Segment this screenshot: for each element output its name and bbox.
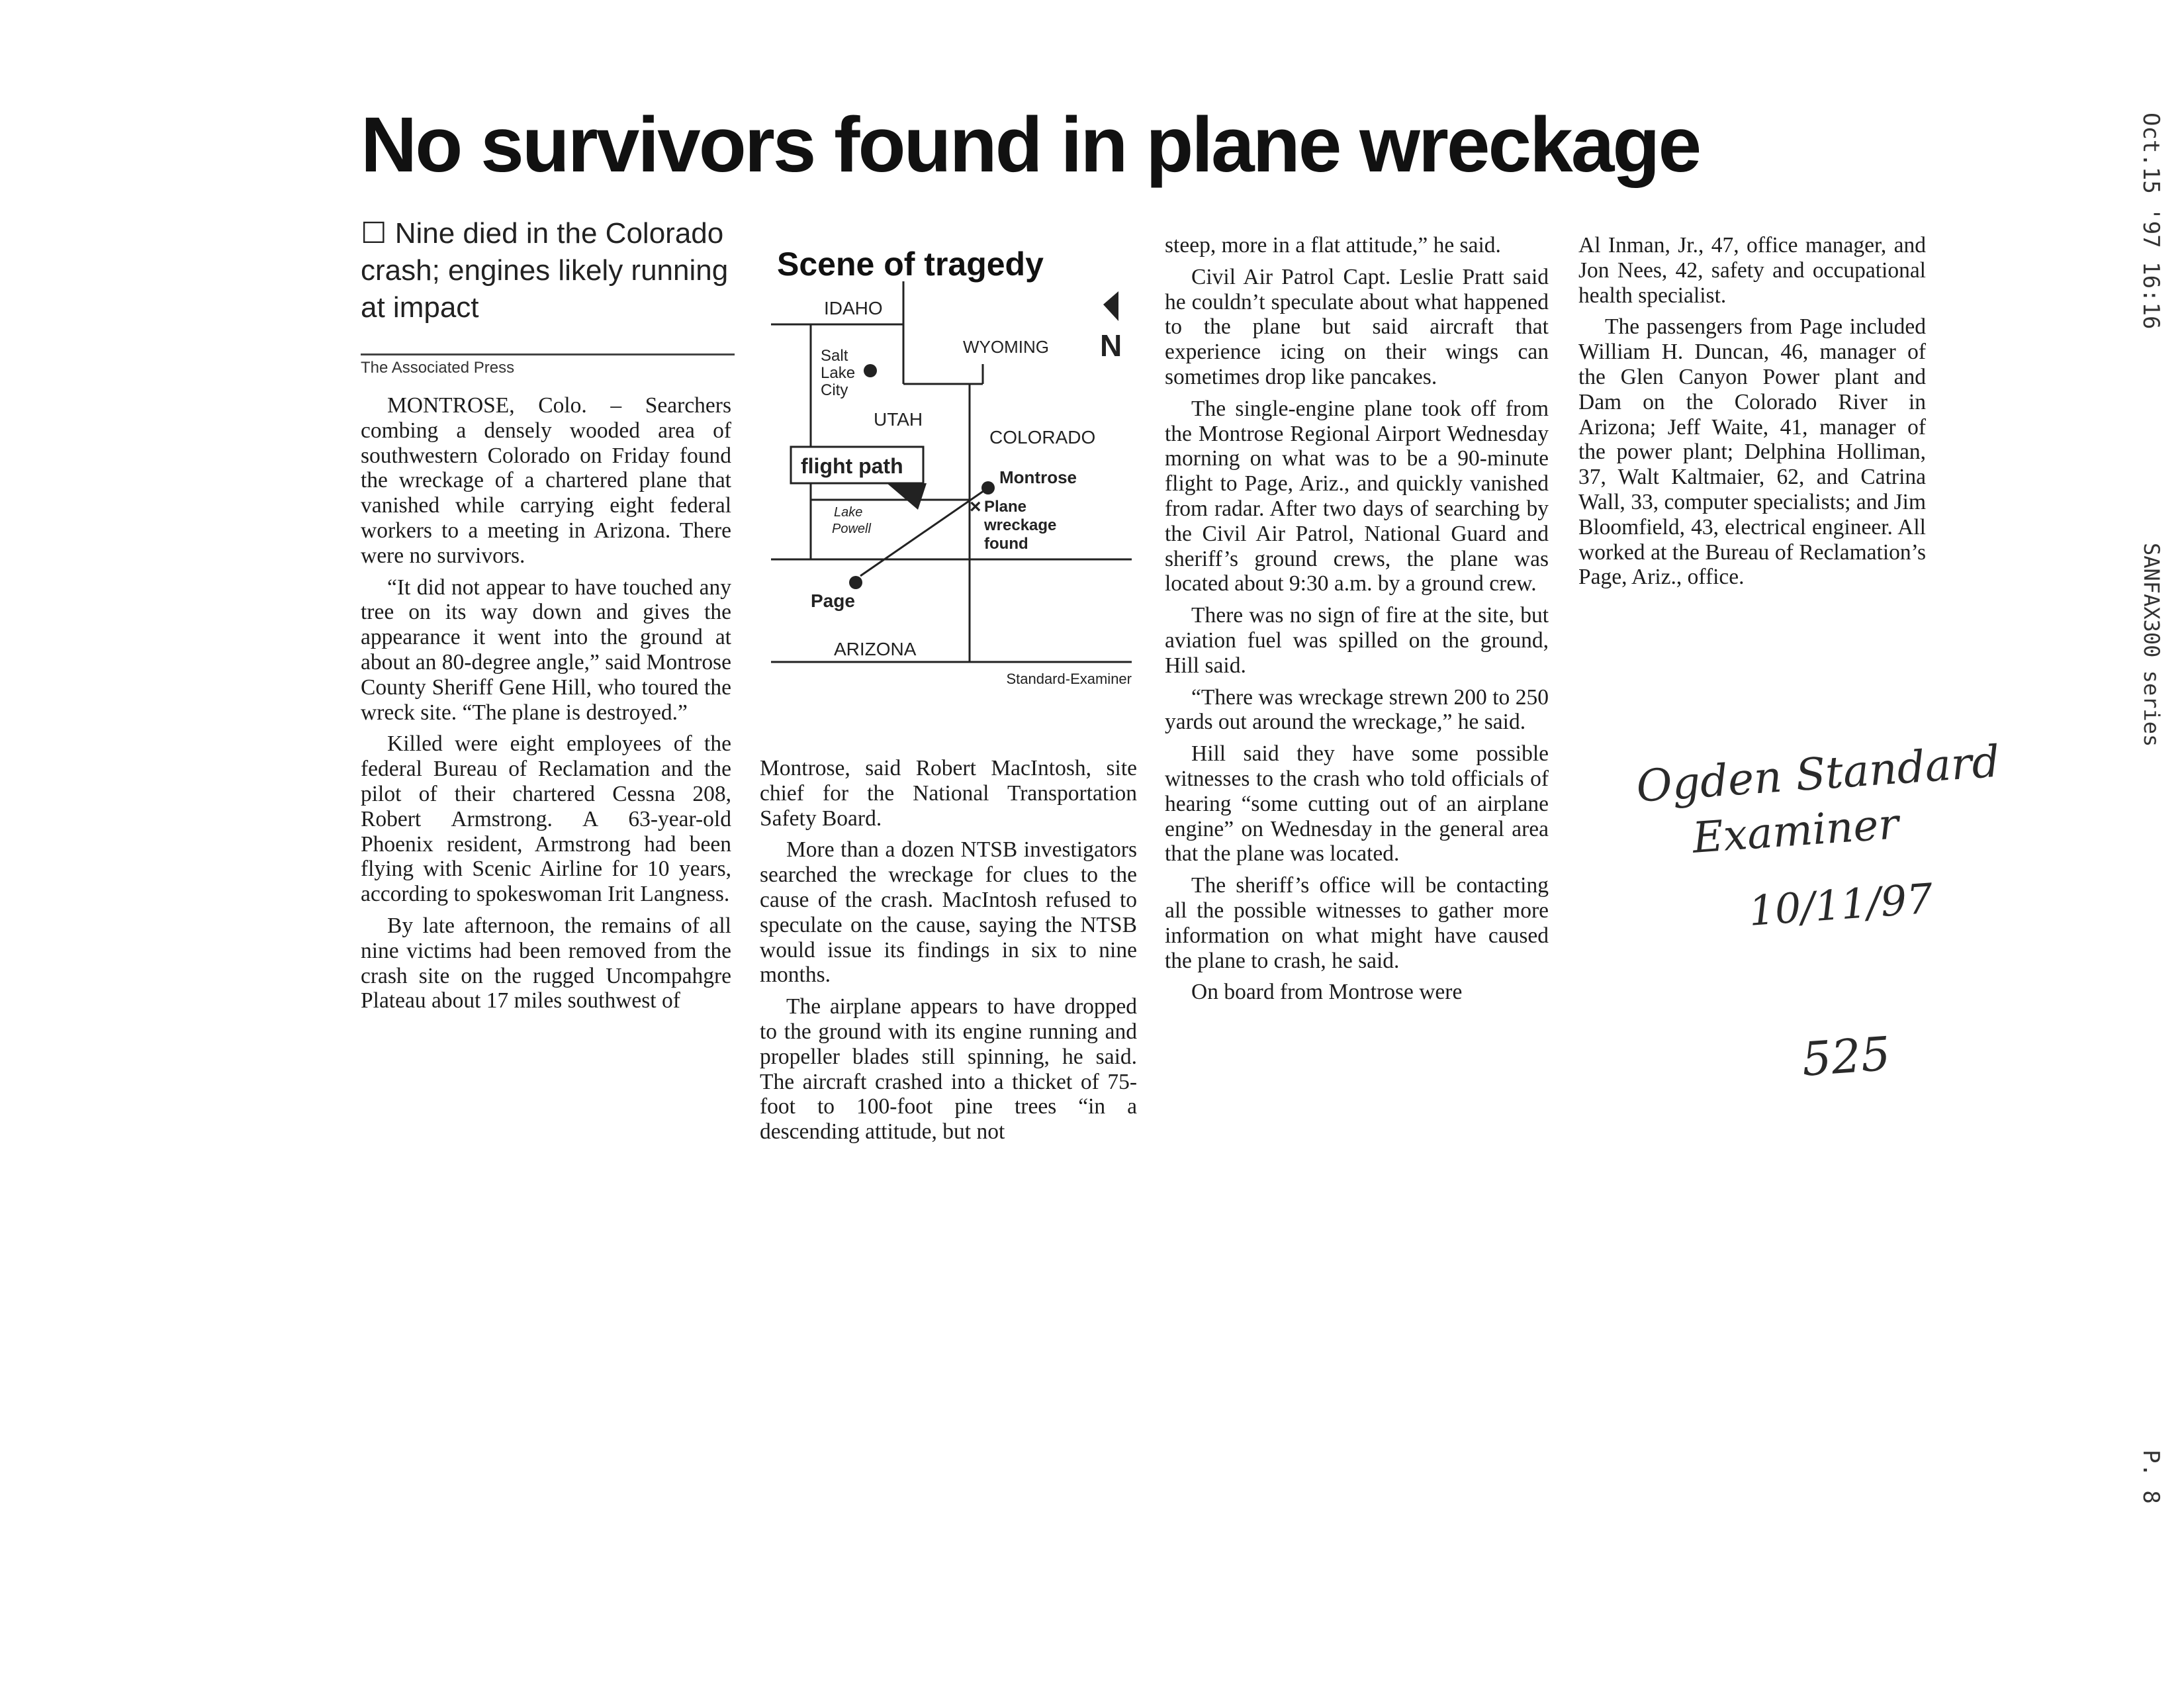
north-arrow-icon bbox=[1103, 291, 1118, 321]
fax-page-number: P. 8 bbox=[2138, 1450, 2164, 1504]
paragraph: The passengers from Page included William H. Duncan, 46, manager of the Glen Canyon Power plant and Dam on the Colorado River in Arizona; Jeff Waite, 41, manager of the power plant; Delphina Holliman, 37, Walt Kaltmaier, 62, and Catrina Wall, 33, computer specialists; and Jim Bloomfield, 43, electrical engineer. All worked at the Bureau of Reclamation’s Page, Ariz., office. bbox=[1578, 314, 1926, 590]
paragraph: MONTROSE, Colo. – Searchers combing a densely wooded area of southwestern Colorado on Friday found the wreckage of a chartered plane that vanished while carrying eight federal workers to a meeting in Arizona. There were no survivors. bbox=[361, 393, 731, 568]
salt-lake-city-dot bbox=[864, 364, 877, 377]
montrose-dot bbox=[981, 481, 995, 494]
deck-text: Nine died in the Colorado crash; engines likely running at impact bbox=[361, 217, 729, 324]
headline: No survivors found in plane wreckage bbox=[361, 101, 1700, 189]
page-dot bbox=[849, 576, 862, 589]
handwritten-source-line1: Ogden Standard bbox=[1635, 735, 2002, 812]
map-label-lake: Lake bbox=[821, 364, 856, 382]
paragraph: Killed were eight employees of the federal Bureau of Reclamation and the pilot of their chartered Cessna 208, Robert Armstrong. A 63-year-old Phoenix resident, Armstrong had been flying with Scenic Airline for 10 years, according to spokeswoman Irit Langness. bbox=[361, 731, 731, 907]
paragraph: Al Inman, Jr., 47, office manager, and Jon Nees, 42, safety and occupational health specialist. bbox=[1578, 233, 1926, 308]
flight-path-pointer bbox=[887, 483, 927, 510]
map-label-lake-2: Powell bbox=[832, 522, 871, 536]
map-credit: Standard-Examiner bbox=[1006, 671, 1132, 687]
locator-map bbox=[771, 281, 1132, 692]
handwritten-number: 525 bbox=[1800, 1026, 1893, 1087]
paragraph: Civil Air Patrol Capt. Leslie Pratt said he couldn’t speculate about what happened to the plane but said aircraft that experience icing on their wings can sometimes drop like pancakes. bbox=[1165, 264, 1549, 389]
byline: The Associated Press bbox=[361, 359, 515, 377]
map-label-page: Page bbox=[811, 590, 855, 611]
fax-timestamp: Oct.15 '97 16:16 bbox=[2138, 113, 2164, 330]
map-label-city: City bbox=[821, 381, 848, 399]
deck-rule bbox=[361, 353, 735, 355]
map-label-utah: UTAH bbox=[874, 409, 923, 430]
column-1 bbox=[361, 393, 731, 1013]
paragraph: Hill said they have some possible witnesses to the crash who told officials of hearing “some cutting out of an airplane engine” on Wednesday in the general area that the plane was located. bbox=[1165, 741, 1549, 867]
paragraph: The sheriff’s office will be contacting all the possible witnesses to gather more information on what might have caused the plane to crash, he said. bbox=[1165, 873, 1549, 973]
deck bbox=[361, 215, 731, 326]
paragraph: The single-engine plane took off from the Montrose Regional Airport Wednesday morning on what was to be a 90-minute flight to Page, Ariz., and quickly vanished from radar. After two days of searching by the Civil Air Patrol, National Guard and sheriff’s ground crews, the plane was located about 9:30 a.m. by a ground crew. bbox=[1165, 396, 1549, 596]
paragraph: On board from Montrose were bbox=[1191, 980, 1463, 1005]
map-label-idaho: IDAHO bbox=[824, 298, 883, 318]
map-label-found: found bbox=[984, 535, 1028, 553]
fax-device: SANFAX300 series bbox=[2139, 543, 2164, 747]
column-3 bbox=[1165, 233, 1549, 1005]
paragraph: “It did not appear to have touched any tree on its way down and gives the appearance it went into the ground at about an 80-degree angle,” said Montrose County Sheriff Gene Hill, who toured the wreck site. “The plane is destroyed.” bbox=[361, 575, 731, 725]
paragraph: By late afternoon, the remains of all nine victims had been removed from the crash site on the rugged Uncompahgre Plateau about 17 miles southwest of bbox=[361, 913, 731, 1013]
column-2 bbox=[760, 756, 1137, 1145]
paragraph: There was no sign of fire at the site, but aviation fuel was spilled on the ground, Hill said. bbox=[1165, 603, 1549, 678]
map-label-wreckage: wreckage bbox=[984, 516, 1057, 534]
map-label-lake-1: Lake bbox=[834, 505, 863, 520]
paragraph: “There was wreckage strewn 200 to 250 yards out around the wreckage,” he said. bbox=[1165, 684, 1549, 735]
paragraph: The airplane appears to have dropped to the ground with its engine running and propeller blades still spinning, he said. The aircraft crashed into a thicket of 75-foot to 100-foot pine trees “in a descending attitude, but not bbox=[760, 994, 1137, 1145]
map-label-salt: Salt bbox=[821, 347, 848, 365]
paragraph: More than a dozen NTSB investigators searched the wreckage for clues to the cause of the crash. MacIntosh refused to speculate on the cause, saying the NTSB would issue its findings in six to nine months. bbox=[760, 837, 1137, 988]
paragraph: Montrose, said Robert MacIntosh, site chief for the National Transportation Safety Board. bbox=[760, 756, 1137, 831]
map-title: Scene of tragedy bbox=[777, 246, 1044, 283]
handwritten-source-line2: Examiner bbox=[1691, 800, 1901, 863]
flight-path-label: flight path bbox=[801, 454, 903, 478]
map-label-colorado: COLORADO bbox=[989, 427, 1096, 447]
paragraph: steep, more in a flat attitude,” he said. bbox=[1165, 233, 1501, 258]
handwritten-date: 10/11/97 bbox=[1747, 874, 1934, 935]
map-label-arizona: ARIZONA bbox=[834, 639, 917, 659]
map-label-montrose: Montrose bbox=[999, 467, 1077, 487]
wreckage-x-icon: × bbox=[970, 496, 981, 518]
column-4 bbox=[1578, 233, 1926, 590]
north-label: N bbox=[1100, 328, 1122, 363]
map-label-wyoming: WYOMING bbox=[963, 337, 1049, 357]
map-label-plane: Plane bbox=[984, 498, 1027, 516]
checkbox-icon: ☐ bbox=[361, 217, 387, 250]
